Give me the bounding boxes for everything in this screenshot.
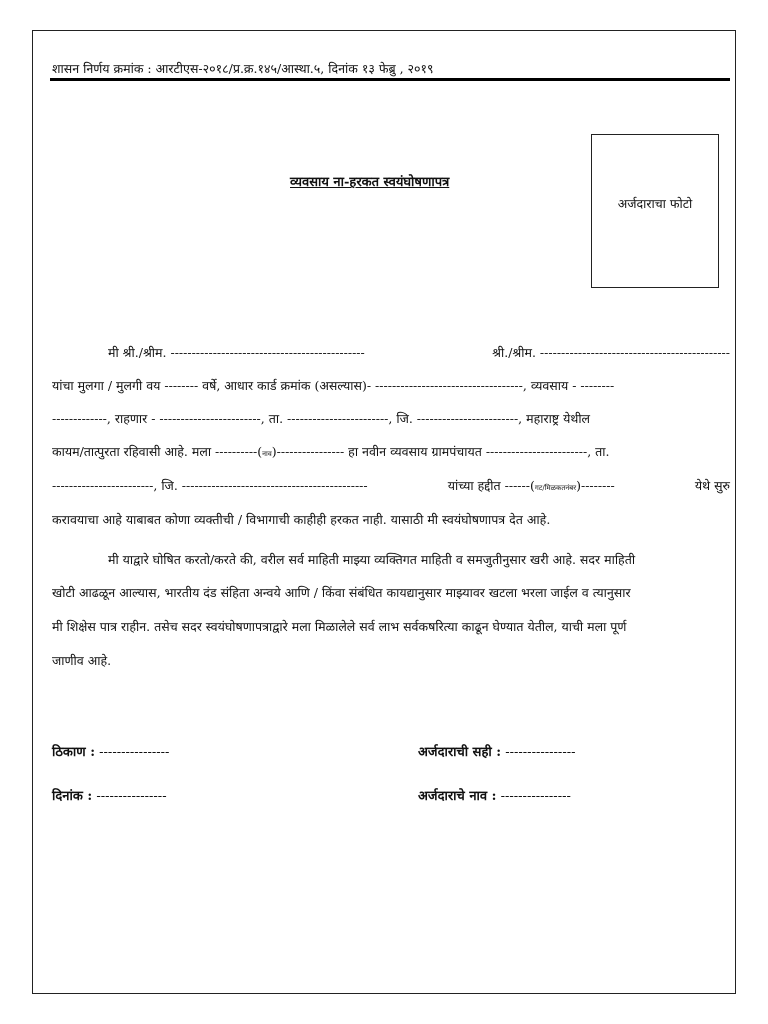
para1-line2: यांचा मुलगा / मुलगी वय -------- वर्षे, आधार कार्ड क्रमांक (असल्यास)- -----------------------------------, व्यवसाय - -------- <box>52 378 615 393</box>
para1-line5 <box>52 477 730 494</box>
date-label: दिनांक : <box>52 789 93 804</box>
plot-number-hint: गट/मिळकतनंबर <box>534 484 577 492</box>
para1-line5-b: यांच्या हद्दीत ------( <box>447 478 535 493</box>
para1-line6: करावयाचा आहे याबाबत कोणा व्यक्तीची / विभागाची काहीही हरकत नाही. यासाठी मी स्वयंघोषणापत्र देत आहे. <box>52 512 551 527</box>
applicant-name-label: अर्जदाराचे नाव : <box>418 789 497 804</box>
para1-line1-right: श्री./श्रीम. --------------------------------------------- <box>492 345 730 360</box>
para2-line3: मी शिक्षेस पात्र राहीन. तसेच सदर स्वयंघोषणापत्राद्वारे मला मिळालेले सर्व लाभ सर्वकषरित्या काढून घेण्यात येतील, याची मला पूर्ण <box>52 619 627 634</box>
para1-line4 <box>52 443 610 460</box>
para2-line1: मी याद्वारे घोषित करतो/करते की, वरील सर्व माहिती माझ्या व्यक्तिगत माहिती व समजुतीनुसार खरी आहे. सदर माहिती <box>108 552 636 567</box>
signature-value: ---------------- <box>505 745 576 760</box>
place-label: ठिकाण : <box>52 745 95 760</box>
signature-label: अर्जदाराची सही : <box>418 745 502 760</box>
applicant-photo-box <box>591 134 719 288</box>
gr-reference-header: शासन निर्णय क्रमांक : आरटीएस-२०१८/प्र.क्र.१४५/आस्था.५, दिनांक १३ फेब्रु , २०१९ <box>52 61 434 76</box>
applicant-name-value: ---------------- <box>500 789 571 804</box>
name-hint: नाव <box>262 450 272 458</box>
date-value: ---------------- <box>96 789 167 804</box>
para1-line1-left: मी श्री./श्रीम. ---------------------------------------------- <box>108 345 365 360</box>
para1-line4-post: )---------------- हा नवीन व्यवसाय ग्रामपंचायत ------------------------, ता. <box>271 444 610 459</box>
para1-line1 <box>108 344 730 361</box>
para1-line5-a: ------------------------, जि. -------------------------------------------- <box>52 478 368 493</box>
photo-label: अर्जदाराचा फोटो <box>617 196 693 211</box>
para1-line5-d: येथे सुरु <box>694 478 730 493</box>
place-field <box>52 742 169 760</box>
place-value: ---------------- <box>99 745 170 760</box>
para1-line3: -------------, राहणार - ------------------------, ता. ------------------------, जि. ------------------------, महाराष्ट्र येथील <box>52 411 591 426</box>
applicant-name-field <box>418 786 571 804</box>
date-field <box>52 786 167 804</box>
para1-line4-pre: कायम/तात्पुरता रहिवासी आहे. मला ----------( <box>52 444 263 459</box>
para2-line2: खोटी आढळून आल्यास, भारतीय दंड संहिता अन्वये आणि / किंवा संबंधित कायद्यानुसार माझ्यावर खटला भरला जाईल व त्यानुसार <box>52 585 631 600</box>
para1-line5-mid <box>448 477 615 494</box>
header-rule <box>50 78 730 81</box>
signature-field <box>418 742 576 760</box>
para2-line4: जाणीव आहे. <box>52 653 112 668</box>
para1-line5-c: )-------- <box>576 478 615 493</box>
document-title: व्यवसाय ना-हरकत स्वयंघोषणापत्र <box>290 175 450 190</box>
